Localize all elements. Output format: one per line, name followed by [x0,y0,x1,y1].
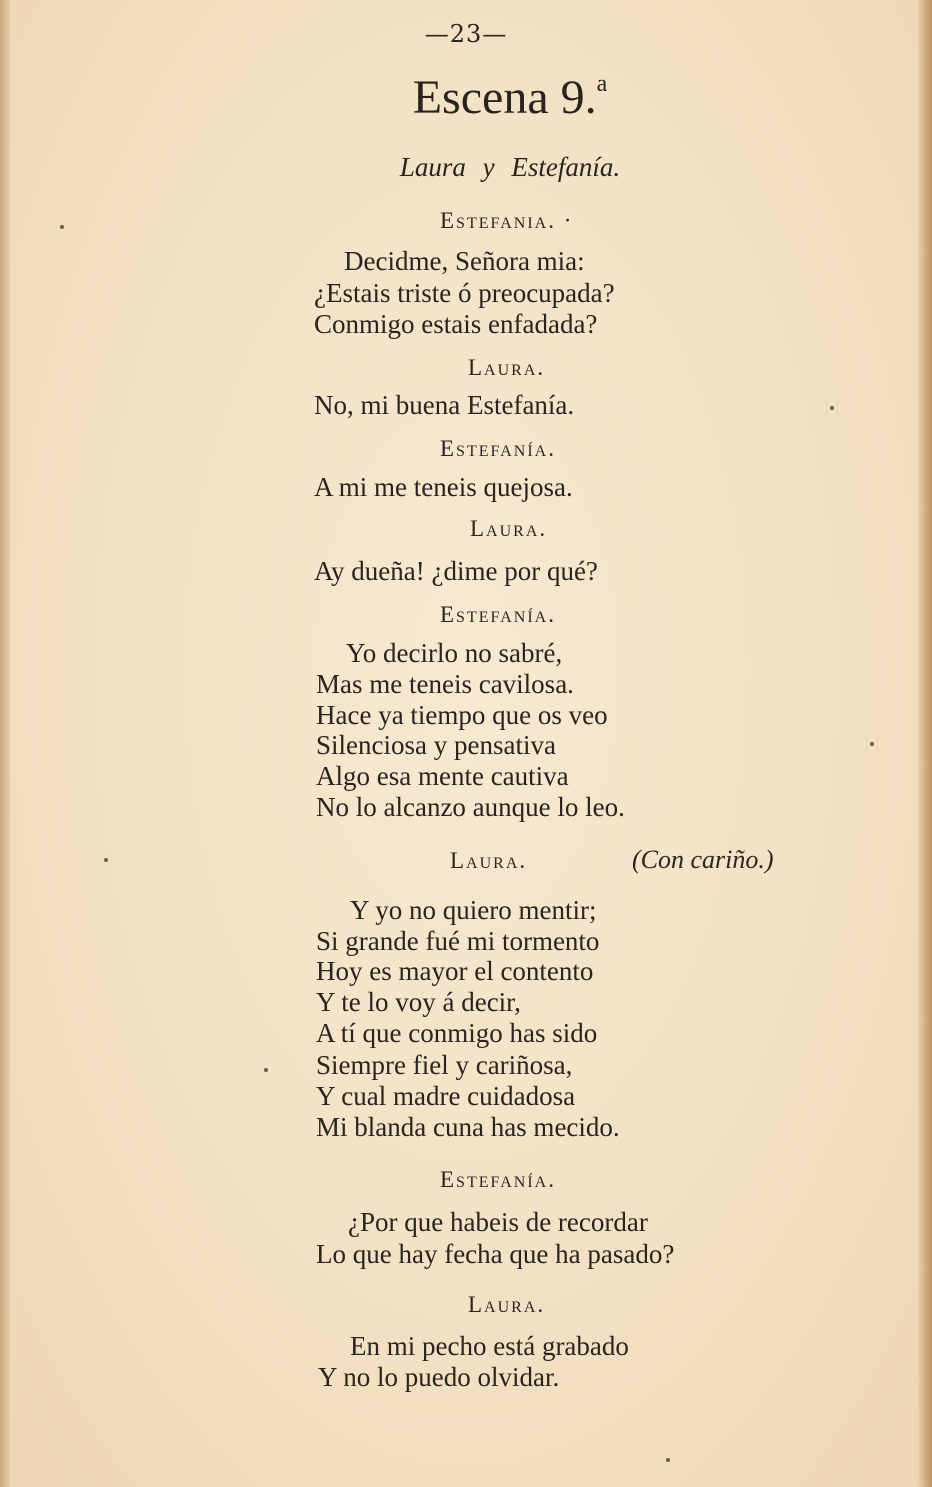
verse-line: No, mi buena Estefanía. [314,390,575,420]
verse-line: Silenciosa y pensativa [316,730,556,760]
verse-line: Yo decirlo no sabré, [346,638,563,668]
paper-speck [870,742,874,746]
verse-line: Ay dueña! ¿dime por qué? [314,556,598,586]
paper-speck [60,225,64,229]
scene-characters: Laura y Estefanía. [399,152,621,182]
verse-line: Y te lo voy á decir, [316,987,521,1017]
verse-line: Mas me teneis cavilosa. [316,669,574,699]
scene-title-superscript: a [596,71,608,97]
page-right-edge [918,0,932,1487]
verse-line: Y yo no quiero mentir; [350,895,597,925]
speaker-name: Laura. [468,355,546,380]
stage-direction: (Con cariño.) [632,845,774,874]
verse-line: No lo alcanzo aunque lo leo. [316,792,625,822]
verse-line: Si grande fué mi tormento [316,926,600,956]
paper-speck [104,858,108,862]
paper-speck [264,1068,268,1072]
verse-line: A mi me teneis quejosa. [314,472,573,502]
verse-line: Hace ya tiempo que os veo [316,700,608,730]
verse-line: ¿Por que habeis de recordar [348,1207,648,1237]
speaker-name: Estefanía. [440,1167,556,1192]
verse-line: Decidme, Señora mia: [344,246,585,276]
speaker-name: Estefania. · [440,208,574,233]
paper-speck [830,406,834,410]
verse-line: Conmigo estais enfadada? [314,309,598,339]
verse-line: Y no lo puedo olvidar. [318,1362,560,1392]
verse-line: En mi pecho está grabado [350,1331,629,1361]
verse-line: ¿Estais triste ó preocupada? [314,278,615,308]
verse-line: Mi blanda cuna has mecido. [316,1112,620,1142]
scene-title [0,70,932,125]
scene-title-text: Escena 9. [412,71,597,124]
speaker-name: Estefanía. [440,436,556,461]
speaker-name: Laura. [468,1292,546,1317]
verse-line: Hoy es mayor el contento [316,956,594,986]
speaker-name: Estefanía. [440,602,556,627]
page-number: —23— [424,20,508,48]
verse-line: Lo que hay fecha que ha pasado? [316,1239,675,1269]
verse-line: A tí que conmigo has sido [316,1018,598,1048]
verse-line: Siempre fiel y cariñosa, [316,1050,573,1080]
page-left-edge [0,0,10,1487]
speaker-name: Laura. [470,516,548,541]
verse-line: Y cual madre cuidadosa [316,1081,576,1111]
speaker-name: Laura. [450,848,528,873]
verse-line: Algo esa mente cautiva [316,761,569,791]
paper-speck [666,1458,670,1462]
